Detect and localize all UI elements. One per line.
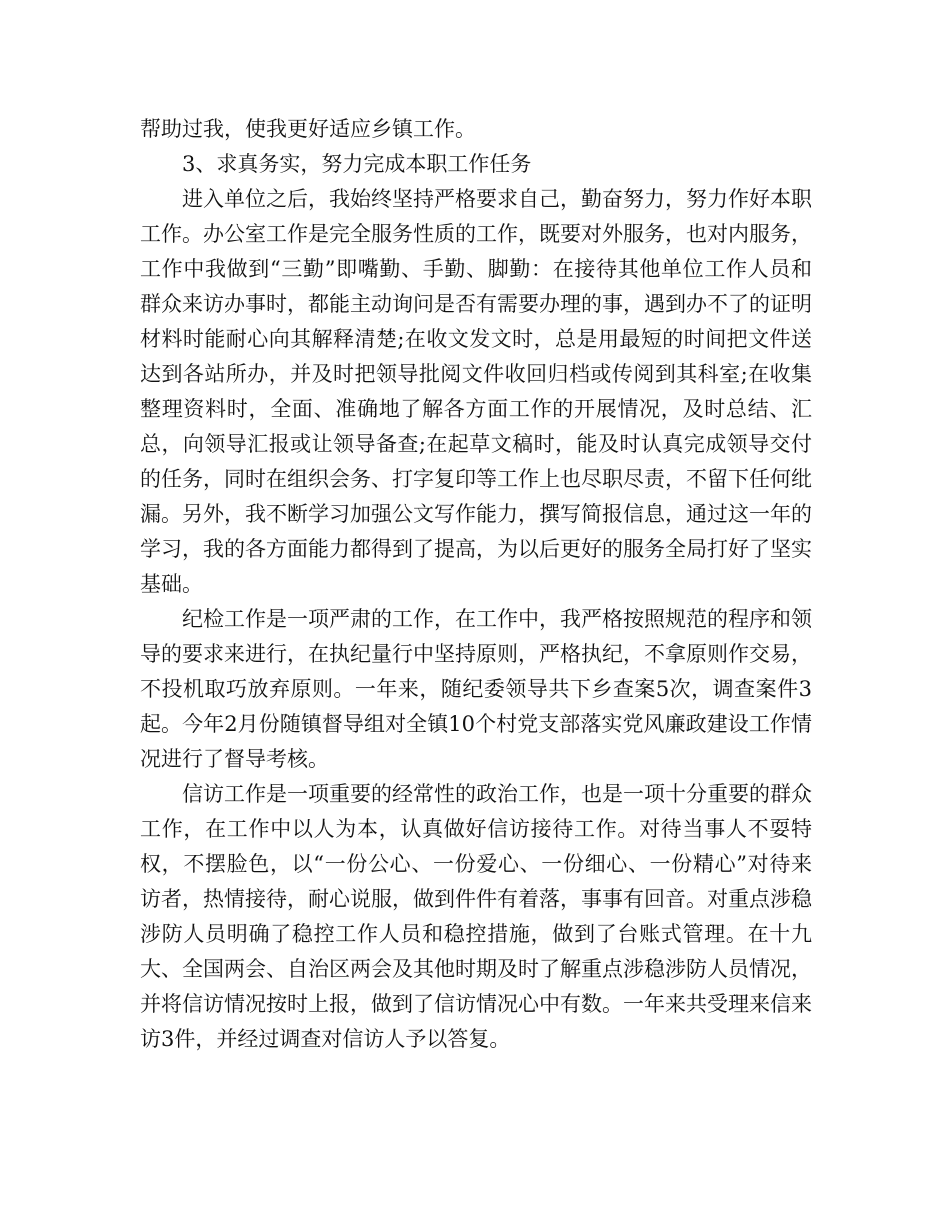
paragraph-petition-work: 信访工作是一项重要的经常性的政治工作，也是一项十分重要的群众工作，在工作中以人为本，认真做好信访接待工作。对待当事人不耍特权，不摆脸色，以“一份公心、一份爱心、一份细心、一份精心”对待来访者，热情接待，耐心说服，做到件件有着落，事事有回音。对重点涉稳涉防人员明确了稳控工作人员和稳控措施，做到了台账式管理。在十九大、全国两会、自治区两会及其他时期及时了解重点涉稳涉防人员情况，并将信访情况按时上报，做到了信访情况心中有数。一年来共受理来信来访3件，并经过调查对信访人予以答复。: [140, 782, 812, 1051]
paragraph-office-work: 进入单位之后，我始终坚持严格要求自己，勤奋努力，努力作好本职工作。办公室工作是完全服务性质的工作，既要对外服务，也对内服务，工作中我做到“三勤”即嘴勤、手勤、脚勤：在接待其他单位工作人员和群众来访办事时，都能主动询问是否有需要办理的事，遇到办不了的证明材料时能耐心向其解释清楚;在收文发文时，总是用最短的时间把文件送达到各站所办，并及时把领导批阅文件收回归档或传阅到其科室;在收集整理资料时，全面、准确地了解各方面工作的开展情况，及时总结、汇总，向领导汇报或让领导备查;在起草文稿时，能及时认真完成领导交付的任务，同时在组织会务、打字复印等工作上也尽职尽责，不留下任何纰漏。另外，我不断学习加强公文写作能力，撰写简报信息，通过这一年的学习，我的各方面能力都得到了提高，为以后更好的服务全局打好了坚实基础。: [140, 187, 812, 596]
document-body: [140, 112, 812, 1057]
paragraph-discipline-work: 纪检工作是一项严肃的工作，在工作中，我严格按照规范的程序和领导的要求来进行，在执纪量行中坚持原则，严格执纪，不拿原则作交易，不投机取巧放弃原则。一年来，随纪委领导共下乡查案5次，调查案件3起。今年2月份随镇督导组对全镇10个村党支部落实党风廉政建设工作情况进行了督导考核。: [140, 607, 812, 771]
section-heading: 3、求真务实，努力完成本职工作任务: [182, 152, 532, 176]
paragraph-continuation: 帮助过我，使我更好适应乡镇工作。: [140, 117, 476, 141]
